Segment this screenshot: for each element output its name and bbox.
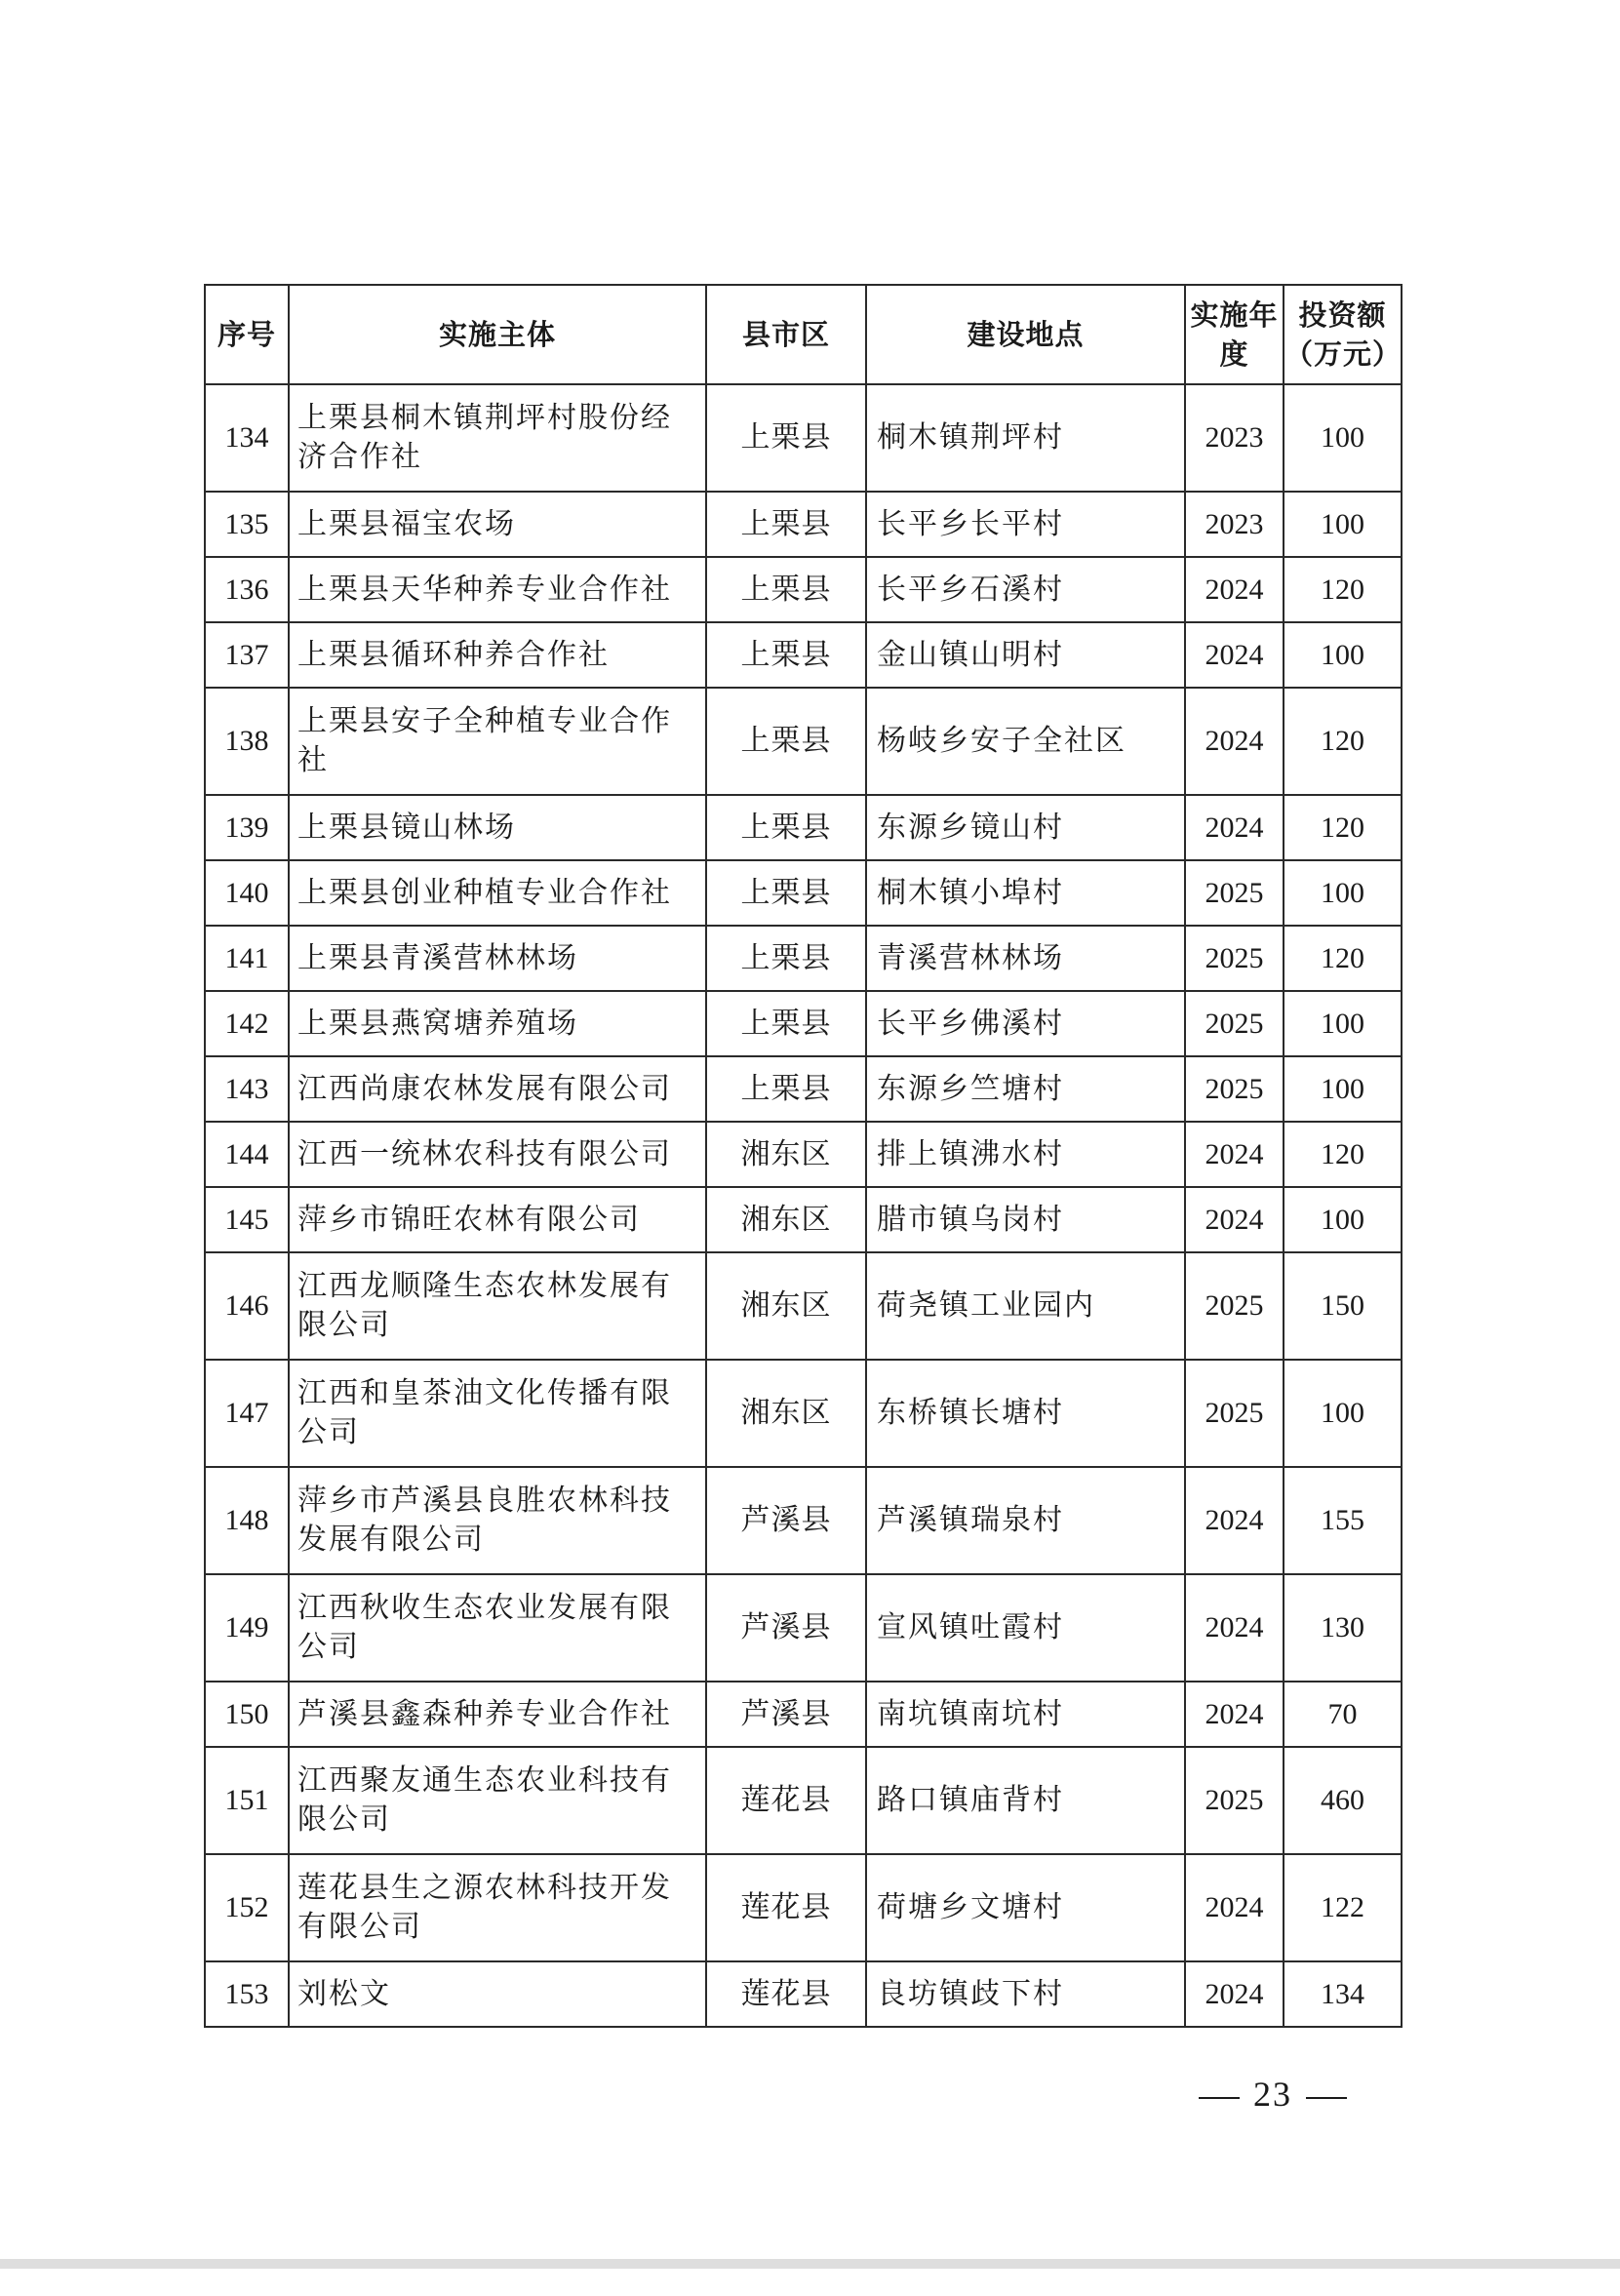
cell-location: 杨岐乡安子全社区 — [866, 688, 1185, 795]
cell-entity: 上栗县天华种养专业合作社 — [289, 557, 706, 622]
cell-location: 长平乡佛溪村 — [866, 991, 1185, 1056]
cell-entity: 上栗县福宝农场 — [289, 492, 706, 557]
cell-amount: 100 — [1284, 1187, 1402, 1252]
cell-year: 2025 — [1185, 1252, 1284, 1360]
cell-county: 莲花县 — [706, 1961, 866, 2027]
cell-county: 湘东区 — [706, 1122, 866, 1187]
table-row — [205, 557, 1402, 622]
cell-location: 腊市镇乌岗村 — [866, 1187, 1185, 1252]
cell-county: 上栗县 — [706, 688, 866, 795]
dash-right — [1306, 2097, 1347, 2099]
cell-num: 142 — [205, 991, 289, 1056]
table-row — [205, 1574, 1402, 1682]
cell-amount: 120 — [1284, 1122, 1402, 1187]
dash-left — [1199, 2097, 1240, 2099]
cell-entity: 江西龙顺隆生态农林发展有限公司 — [289, 1252, 706, 1360]
cell-num: 141 — [205, 926, 289, 991]
cell-amount: 100 — [1284, 1360, 1402, 1467]
cell-entity: 上栗县安子全种植专业合作社 — [289, 688, 706, 795]
table-row — [205, 622, 1402, 688]
cell-amount: 150 — [1284, 1252, 1402, 1360]
cell-entity: 江西和皇茶油文化传播有限公司 — [289, 1360, 706, 1467]
cell-num: 140 — [205, 860, 289, 926]
cell-year: 2024 — [1185, 622, 1284, 688]
cell-num: 145 — [205, 1187, 289, 1252]
cell-county: 湘东区 — [706, 1360, 866, 1467]
header-county: 县市区 — [706, 285, 866, 384]
cell-entity: 江西聚友通生态农业科技有限公司 — [289, 1747, 706, 1854]
cell-entity: 上栗县镜山林场 — [289, 795, 706, 860]
cell-amount: 120 — [1284, 795, 1402, 860]
cell-amount: 100 — [1284, 622, 1402, 688]
table-row — [205, 1056, 1402, 1122]
cell-county: 上栗县 — [706, 557, 866, 622]
table-row — [205, 1854, 1402, 1961]
table-row — [205, 1747, 1402, 1854]
cell-entity: 江西尚康农林发展有限公司 — [289, 1056, 706, 1122]
cell-location: 东源乡竺塘村 — [866, 1056, 1185, 1122]
cell-amount: 120 — [1284, 557, 1402, 622]
cell-location: 青溪营林林场 — [866, 926, 1185, 991]
cell-county: 上栗县 — [706, 384, 866, 492]
cell-entity: 萍乡市芦溪县良胜农林科技发展有限公司 — [289, 1467, 706, 1574]
cell-num: 146 — [205, 1252, 289, 1360]
cell-location: 长平乡长平村 — [866, 492, 1185, 557]
cell-year: 2023 — [1185, 492, 1284, 557]
cell-entity: 上栗县循环种养合作社 — [289, 622, 706, 688]
cell-year: 2025 — [1185, 1056, 1284, 1122]
table-row — [205, 688, 1402, 795]
cell-year: 2024 — [1185, 1467, 1284, 1574]
cell-num: 135 — [205, 492, 289, 557]
cell-year: 2024 — [1185, 557, 1284, 622]
header-location: 建设地点 — [866, 285, 1185, 384]
cell-entity: 刘松文 — [289, 1961, 706, 2027]
cell-amount: 100 — [1284, 860, 1402, 926]
cell-amount: 120 — [1284, 926, 1402, 991]
table-row — [205, 492, 1402, 557]
cell-amount: 120 — [1284, 688, 1402, 795]
cell-location: 路口镇庙背村 — [866, 1747, 1185, 1854]
table-row — [205, 860, 1402, 926]
cell-location: 排上镇沸水村 — [866, 1122, 1185, 1187]
cell-location: 荷塘乡文塘村 — [866, 1854, 1185, 1961]
cell-amount: 130 — [1284, 1574, 1402, 1682]
cell-year: 2025 — [1185, 1747, 1284, 1854]
cell-year: 2024 — [1185, 1187, 1284, 1252]
table-header-row — [205, 285, 1402, 384]
cell-num: 136 — [205, 557, 289, 622]
cell-amount: 100 — [1284, 492, 1402, 557]
cell-county: 上栗县 — [706, 991, 866, 1056]
cell-location: 桐木镇小埠村 — [866, 860, 1185, 926]
cell-location: 芦溪镇瑞泉村 — [866, 1467, 1185, 1574]
cell-entity: 莲花县生之源农林科技开发有限公司 — [289, 1854, 706, 1961]
cell-num: 147 — [205, 1360, 289, 1467]
cell-county: 芦溪县 — [706, 1467, 866, 1574]
cell-location: 桐木镇荆坪村 — [866, 384, 1185, 492]
table-row — [205, 1961, 1402, 2027]
cell-year: 2025 — [1185, 926, 1284, 991]
cell-entity: 上栗县燕窝塘养殖场 — [289, 991, 706, 1056]
cell-num: 150 — [205, 1682, 289, 1747]
cell-amount: 122 — [1284, 1854, 1402, 1961]
cell-county: 莲花县 — [706, 1747, 866, 1854]
table-row — [205, 991, 1402, 1056]
cell-num: 144 — [205, 1122, 289, 1187]
cell-num: 138 — [205, 688, 289, 795]
header-entity: 实施主体 — [289, 285, 706, 384]
cell-county: 芦溪县 — [706, 1574, 866, 1682]
cell-amount: 460 — [1284, 1747, 1402, 1854]
cell-entity: 上栗县青溪营林林场 — [289, 926, 706, 991]
cell-county: 上栗县 — [706, 492, 866, 557]
cell-year: 2023 — [1185, 384, 1284, 492]
cell-location: 金山镇山明村 — [866, 622, 1185, 688]
cell-location: 宣风镇吐霞村 — [866, 1574, 1185, 1682]
cell-county: 上栗县 — [706, 1056, 866, 1122]
cell-num: 134 — [205, 384, 289, 492]
header-year: 实施年度 — [1185, 285, 1284, 384]
cell-year: 2024 — [1185, 1961, 1284, 2027]
cell-year: 2024 — [1185, 1682, 1284, 1747]
cell-location: 长平乡石溪村 — [866, 557, 1185, 622]
cell-amount: 70 — [1284, 1682, 1402, 1747]
project-table — [204, 284, 1403, 2028]
cell-amount: 100 — [1284, 1056, 1402, 1122]
scan-edge — [0, 2259, 1620, 2269]
cell-year: 2025 — [1185, 860, 1284, 926]
cell-num: 137 — [205, 622, 289, 688]
header-amount: 投资额（万元） — [1284, 285, 1402, 384]
header-num: 序号 — [205, 285, 289, 384]
cell-year: 2025 — [1185, 991, 1284, 1056]
cell-county: 上栗县 — [706, 622, 866, 688]
cell-county: 上栗县 — [706, 926, 866, 991]
cell-location: 东源乡镜山村 — [866, 795, 1185, 860]
table-row — [205, 1682, 1402, 1747]
cell-entity: 江西秋收生态农业发展有限公司 — [289, 1574, 706, 1682]
cell-location: 东桥镇长塘村 — [866, 1360, 1185, 1467]
cell-year: 2024 — [1185, 1854, 1284, 1961]
cell-num: 143 — [205, 1056, 289, 1122]
cell-year: 2024 — [1185, 1574, 1284, 1682]
cell-year: 2024 — [1185, 795, 1284, 860]
cell-county: 莲花县 — [706, 1854, 866, 1961]
table-row — [205, 1467, 1402, 1574]
table-row — [205, 1187, 1402, 1252]
cell-county: 湘东区 — [706, 1187, 866, 1252]
cell-year: 2024 — [1185, 688, 1284, 795]
cell-num: 151 — [205, 1747, 289, 1854]
cell-num: 149 — [205, 1574, 289, 1682]
cell-county: 上栗县 — [706, 860, 866, 926]
cell-county: 湘东区 — [706, 1252, 866, 1360]
cell-location: 荷尧镇工业园内 — [866, 1252, 1185, 1360]
cell-year: 2024 — [1185, 1122, 1284, 1187]
table-row — [205, 926, 1402, 991]
cell-county: 芦溪县 — [706, 1682, 866, 1747]
cell-amount: 100 — [1284, 384, 1402, 492]
cell-year: 2025 — [1185, 1360, 1284, 1467]
cell-num: 153 — [205, 1961, 289, 2027]
cell-entity: 萍乡市锦旺农林有限公司 — [289, 1187, 706, 1252]
cell-location: 良坊镇歧下村 — [866, 1961, 1185, 2027]
cell-entity: 江西一统林农科技有限公司 — [289, 1122, 706, 1187]
table-body — [205, 384, 1402, 2027]
table-row — [205, 795, 1402, 860]
cell-county: 上栗县 — [706, 795, 866, 860]
table-row — [205, 1252, 1402, 1360]
table-row — [205, 1360, 1402, 1467]
cell-amount: 155 — [1284, 1467, 1402, 1574]
cell-entity: 上栗县创业种植专业合作社 — [289, 860, 706, 926]
cell-amount: 100 — [1284, 991, 1402, 1056]
cell-num: 148 — [205, 1467, 289, 1574]
cell-entity: 芦溪县鑫森种养专业合作社 — [289, 1682, 706, 1747]
cell-location: 南坑镇南坑村 — [866, 1682, 1185, 1747]
page-number — [1185, 2074, 1361, 2115]
cell-num: 152 — [205, 1854, 289, 1961]
cell-num: 139 — [205, 795, 289, 860]
table-row — [205, 1122, 1402, 1187]
cell-amount: 134 — [1284, 1961, 1402, 2027]
cell-entity: 上栗县桐木镇荆坪村股份经济合作社 — [289, 384, 706, 492]
table-row — [205, 384, 1402, 492]
page-number-value: 23 — [1253, 2075, 1292, 2114]
